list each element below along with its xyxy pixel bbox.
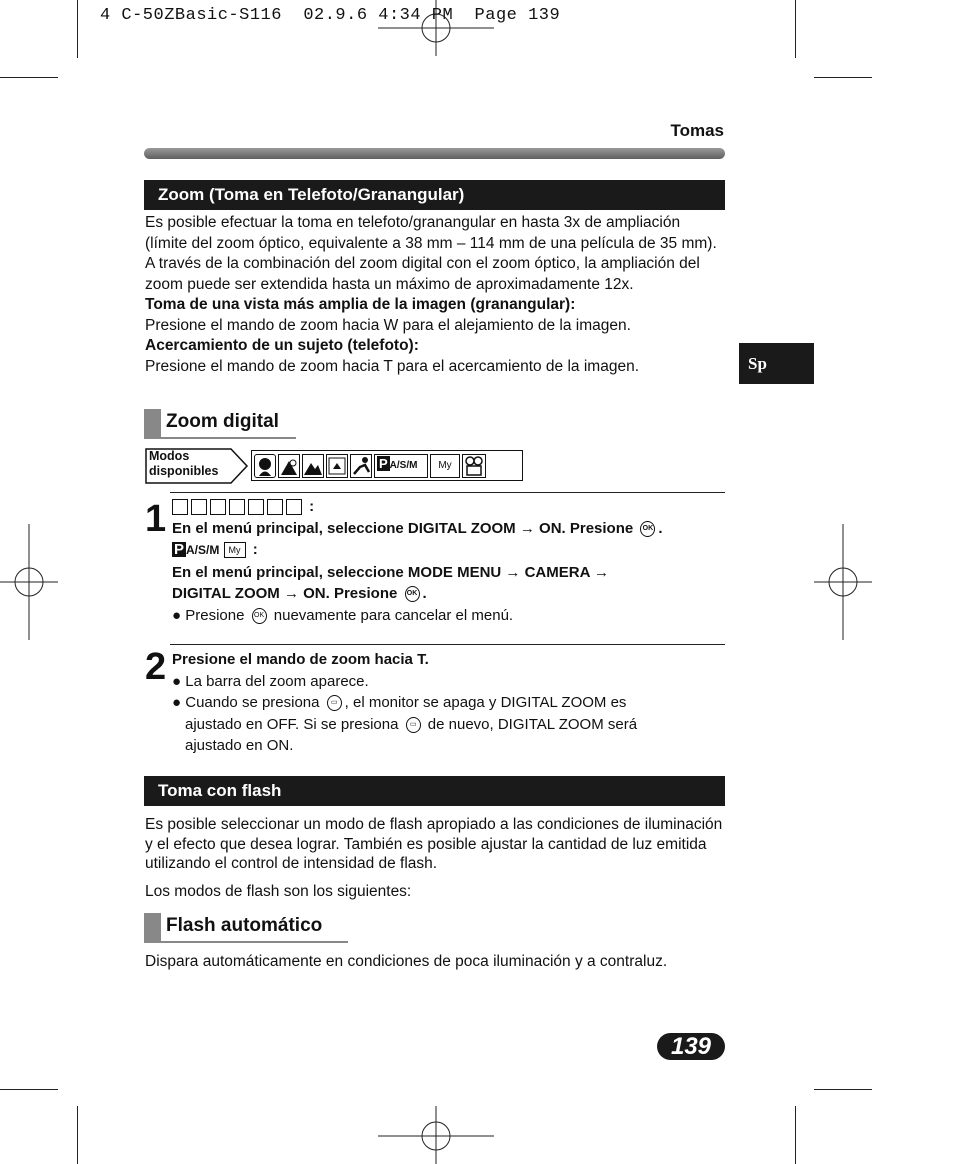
night-scene-icon (229, 499, 245, 515)
step1-line3: DIGITAL ZOOM → ON. Presione OK . (172, 585, 427, 602)
ok-button-icon: OK (252, 608, 267, 624)
step1-bullet-a: Presione (185, 606, 245, 624)
portrait-icon (254, 454, 276, 478)
landscape-icon (210, 499, 226, 515)
step2-heading: Presione el mando de zoom hacia T. (172, 651, 429, 668)
step-1-body (172, 496, 727, 626)
step-number-2: 2 (145, 646, 167, 688)
registration-mark-right (814, 524, 874, 642)
portrait-icon (172, 499, 188, 515)
step1-line1-b: ON. Presione (539, 519, 634, 537)
crop-mark (814, 77, 872, 78)
step2-bullet2 (172, 692, 727, 714)
mode-icon-strip (251, 450, 523, 481)
monitor-button-icon: ▭ (327, 695, 342, 711)
my-mode-icon: My (224, 542, 246, 558)
sports-icon (248, 499, 264, 515)
p-mode-icon: P (174, 541, 185, 558)
wide-heading: Toma de una vista más amplia de la imagen (granangular): (145, 296, 576, 313)
bullet-icon: ● (172, 694, 182, 711)
step2-bullet1 (172, 671, 727, 693)
step1-line2 (172, 562, 727, 584)
crop-mark (795, 0, 796, 58)
crop-mark (77, 0, 78, 58)
tele-text: Presione el mando de zoom hacia T para el acercamiento de la imagen. (145, 357, 639, 375)
section-title-flash: Toma con flash (144, 776, 725, 806)
crop-mark (814, 1089, 872, 1090)
p-asm-icon: P A/S/M (374, 454, 428, 478)
movie-icon (286, 499, 302, 515)
flash-intro: Es posible seleccionar un modo de flash apropiado a las condiciones de iluminación y el efecto que desea lograr. También es posible ajustar la cantidad de luz emitida utilizando el control de intensidad de flash. (145, 816, 723, 872)
my-mode-icon: My (430, 454, 460, 478)
step1-colon-2: : (252, 541, 258, 558)
language-tab: Sp (739, 343, 814, 384)
ok-button-icon: OK (640, 521, 655, 537)
subsection-title-flash-auto: Flash automático (144, 913, 348, 943)
arrow-right-icon: → (283, 585, 299, 602)
modes-label-line2: disponibles (149, 464, 219, 478)
self-portrait-icon (267, 499, 283, 515)
movie-icon (462, 454, 486, 478)
arrow-right-icon: → (505, 563, 521, 581)
asm-label: A/S/M (186, 543, 220, 557)
section-flash-body (145, 815, 725, 901)
arrow-right-icon: → (519, 519, 535, 537)
night-scene-icon (326, 454, 348, 478)
section-title-zoom: Zoom (Toma en Telefoto/Granangular) (144, 180, 725, 210)
registration-mark-bottom (378, 1106, 496, 1164)
step1-line3-b: ON. Presione (303, 585, 398, 602)
bullet-icon: ● (172, 606, 182, 624)
page-header-title: Tomas (670, 121, 724, 140)
landscape-icon (302, 454, 324, 478)
step1-asm-line (172, 539, 727, 562)
subsection-title-zoom-digital: Zoom digital (144, 409, 296, 439)
landscape-portrait-icon (191, 499, 207, 515)
step1-bullet-b: nuevamente para cancelar el menú. (273, 606, 514, 624)
sports-icon (350, 454, 372, 478)
header-bar (144, 148, 725, 159)
flash-auto-text: Dispara automáticamente en condiciones de poca iluminación y a contraluz. (145, 953, 668, 970)
step-divider (170, 644, 725, 645)
step1-mode-line (172, 496, 727, 518)
intro-paragraph: Es posible efectuar la toma en telefoto/granangular en hasta 3x de ampliación (límite del zoom óptico, equivalente a 38 mm – 114 mm de una película de 35 mm). A través de la combinación del zoom digital con el zoom óptico, la ampliación del zoom puede ser extendida hasta un máximo de aproximadamente 12x. (145, 214, 717, 293)
ok-button-icon: OK (405, 586, 420, 602)
step1-line2-b: CAMERA (524, 563, 590, 581)
step1-bullet (172, 605, 727, 627)
step2-bullet2-b: , el monitor se apaga y DIGITAL ZOOM es (344, 694, 627, 711)
page-number: 139 (657, 1033, 725, 1060)
step-divider (170, 492, 725, 493)
step2-bullet2-c: ajustado en OFF. Si se presiona (185, 715, 399, 733)
step2-bullet1-text: La barra del zoom aparece. (185, 672, 369, 690)
step1-line2-a: En el menú principal, seleccione MODE MENU (172, 563, 502, 581)
step-number-1: 1 (145, 498, 167, 540)
section-zoom-body (145, 213, 725, 377)
modes-label-line1: Modos (149, 449, 190, 463)
crop-mark (795, 1106, 796, 1164)
crop-mark (0, 1089, 58, 1090)
step2-bullet2-cont (172, 714, 727, 736)
step1-line1: En el menú principal, seleccione DIGITAL ZOOM → ON. Presione OK . (172, 519, 663, 537)
flash-modes: Los modos de flash son los siguientes: (145, 882, 412, 900)
step2-bullet2-a: Cuando se presiona (185, 694, 320, 711)
bullet-icon: ● (172, 672, 182, 690)
arrow-right-icon: → (594, 563, 610, 581)
landscape-portrait-icon (278, 454, 300, 478)
step1-colon: : (309, 498, 315, 515)
print-slug: 4 C-50ZBasic-S116 02.9.6 4:34 PM Page 139 (100, 6, 561, 25)
crop-mark (77, 1106, 78, 1164)
tele-heading: Acercamiento de un sujeto (telefoto): (145, 337, 419, 354)
monitor-button-icon: ▭ (406, 717, 421, 733)
step-2-body (172, 649, 727, 757)
step1-line1-a: En el menú principal, seleccione DIGITAL ZOOM (172, 519, 516, 537)
step1-line3-a: DIGITAL ZOOM (172, 585, 280, 602)
wide-text: Presione el mando de zoom hacia W para el alejamiento de la imagen. (145, 316, 631, 334)
step2-bullet2-end: ajustado en ON. (185, 737, 294, 754)
registration-mark-left (0, 524, 60, 642)
crop-mark (0, 77, 58, 78)
step2-bullet2-d: de nuevo, DIGITAL ZOOM será (427, 715, 638, 733)
asm-label: A/S/M (389, 459, 418, 471)
